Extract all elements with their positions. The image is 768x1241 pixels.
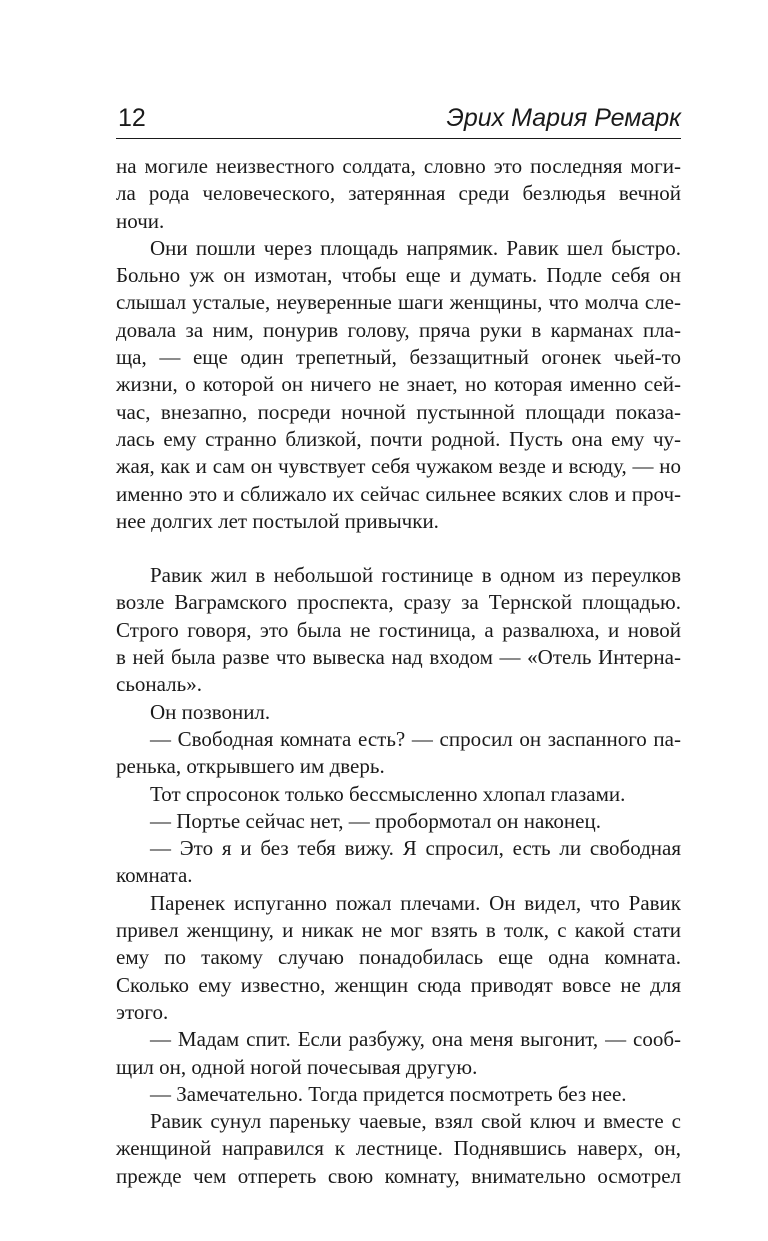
text-line: именно это и сближало их сейчас сильнее всяких слов и проч- — [116, 481, 681, 506]
section-break — [116, 535, 681, 562]
paragraph — [116, 808, 681, 835]
text-line: — Портье сейчас нет, — пробормотал он наконец. — [150, 808, 601, 833]
text-line: женщиной направился к лестнице. Поднявшись наверх, он, — [116, 1136, 681, 1161]
text-line: час, внезапно, посреди ночной пустынной площади показа- — [116, 399, 681, 424]
paragraph — [116, 1108, 681, 1190]
text-line: нее долгих лет постылой привычки. — [116, 508, 439, 533]
text-line: жизни, о которой он ничего не знает, но которая именно сей- — [116, 372, 681, 397]
text-line: — Свободная комната есть? — спросил он заспанного па- — [150, 726, 681, 751]
book-page — [116, 98, 681, 1190]
text-line: Паренек испуганно пожал плечами. Он видел, что Равик — [150, 890, 681, 915]
paragraph — [116, 699, 681, 726]
text-line: Они пошли через площадь напрямик. Равик шел быстро. — [150, 235, 681, 260]
paragraph — [116, 726, 681, 781]
text-line: Тот спросонок только бессмысленно хлопал глазами. — [150, 781, 626, 806]
text-line: Строго говоря, это была не гостиница, а развалюха, и новой — [116, 617, 681, 642]
text-line: ща, — еще один трепетный, беззащитный огонек чьей-то — [116, 345, 681, 370]
page-number: 12 — [118, 104, 146, 132]
text-line: — Мадам спит. Если разбужу, она меня выгонит, — сооб- — [150, 1027, 681, 1052]
text-line: жая, как и сам он чувствует себя чужаком везде и всюду, — но — [116, 454, 681, 479]
text-line: комната. — [116, 863, 193, 888]
text-line: щил он, одной ногой почесывая другую. — [116, 1054, 478, 1079]
text-line: ренька, открывшего им дверь. — [116, 754, 385, 779]
body-text — [116, 153, 681, 1190]
text-line: довала за ним, понурив голову, пряча руки в карманах пла- — [116, 317, 681, 342]
text-line: Равик жил в небольшой гостинице в одном из переулков — [150, 563, 681, 588]
text-line: ночи. — [116, 208, 165, 233]
paragraph — [116, 835, 681, 890]
text-line: — Замечательно. Тогда придется посмотреть без нее. — [150, 1081, 627, 1106]
text-line: Он позвонил. — [150, 699, 271, 724]
text-line: ла рода человеческого, затерянная среди безлюдья вечной — [116, 181, 681, 206]
text-line: Сколько ему известно, женщин сюда приводят вовсе не для — [116, 972, 681, 997]
paragraph — [116, 1026, 681, 1081]
paragraph — [116, 1081, 681, 1108]
text-line: ему по такому случаю понадобилась еще одна комната. — [116, 945, 681, 970]
text-line: Равик сунул пареньку чаевые, взял свой ключ и вместе с — [150, 1109, 681, 1134]
text-line: этого. — [116, 999, 169, 1024]
running-title: Эрих Мария Ремарк — [446, 104, 681, 132]
paragraph — [116, 890, 681, 1026]
text-line: на могиле неизвестного солдата, словно это последняя моги- — [116, 154, 681, 178]
text-line: возле Ваграмского проспекта, сразу за Тернской площадью. — [116, 590, 681, 615]
text-line: привел женщину, и никак не мог взять в толк, с какой стати — [116, 918, 681, 943]
text-line: прежде чем отпереть свою комнату, внимательно осмотрел — [116, 1163, 681, 1188]
text-line: в ней была разве что вывеска над входом — «Отель Интерна- — [116, 645, 681, 670]
paragraph — [116, 235, 681, 535]
text-line: сьональ». — [116, 672, 202, 697]
paragraph — [116, 562, 681, 698]
text-line: слышал усталые, неуверенные шаги женщины, что молча сле- — [116, 290, 681, 315]
paragraph — [116, 781, 681, 808]
text-line: лась ему странно близкой, почти родной. Пусть она ему чу- — [116, 426, 681, 451]
page-header — [116, 98, 681, 139]
paragraph — [116, 153, 681, 235]
text-line: — Это я и без тебя вижу. Я спросил, есть ли свободная — [150, 836, 681, 861]
text-line: Больно уж он измотан, чтобы еще и думать. Подле себя он — [116, 263, 681, 288]
